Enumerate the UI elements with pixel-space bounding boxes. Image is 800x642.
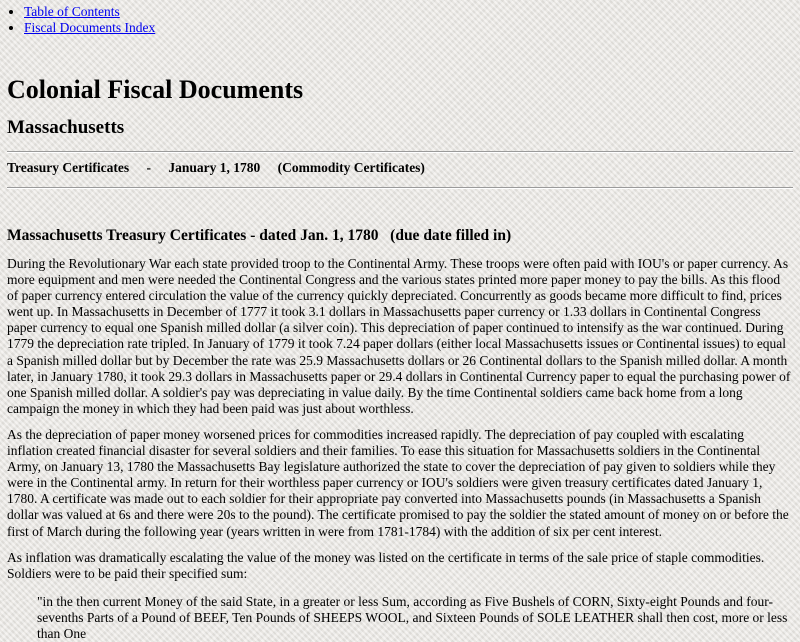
fiscal-documents-index-link[interactable]: Fiscal Documents Index <box>24 20 156 35</box>
nav-item-toc <box>24 4 793 20</box>
article-quote: "in the then current Money of the said State, in a greater or less Sum, according as Five Bushels of CORN, Sixty-eight Pounds and four-sevenths Parts of a Pound of BEEF, Ten Pounds of SHEEPS WOOL, and Sixteen Pounds of SOLE LEATHER shall then cost, more or less than One <box>37 593 788 641</box>
article-paragraph-2: As the depreciation of paper money worsened prices for commodities increased rapidly. The depreciation of pay coupled with escalating inflation created financial disaster for several soldiers and their families. To ease this situation for Massachusetts soldiers in the Continental Army, on January 13, 1780 the Massachusetts Bay legislature authorized the state to cover the depreciation of pay given to soldiers while they were in the Continental army. In return for their worthless paper currency or IOU's soldiers were given treasury certificates dated January 1, 1780. A certificate was made out to each soldier for their appropriate pay converted into Massachusetts pounds (in Massachusetts a Spanish dollar was valued at 6s and there were 20s to the pound). The certificate promised to pay the soldier the stated amount of money on or before the first of March during the following year (years written in were from 1781-1784) with the addition of six per cent interest. <box>7 426 789 539</box>
page-title: Colonial Fiscal Documents <box>7 75 304 104</box>
table-of-contents-link[interactable]: Table of Contents <box>24 4 120 19</box>
subline-date: January 1, 1780 <box>168 160 261 175</box>
article-heading: Massachusetts Treasury Certificates - dated Jan. 1, 1780 (due date filled in) <box>7 227 512 244</box>
divider-top <box>7 151 793 153</box>
state-heading: Massachusetts <box>7 117 125 138</box>
divider-bottom <box>7 187 793 189</box>
subline-type: Treasury Certificates <box>7 160 130 175</box>
subline-category: (Commodity Certificates) <box>277 160 425 175</box>
nav-item-fiscal-index <box>24 20 793 36</box>
document-subline <box>7 159 793 176</box>
article-paragraph-3: As inflation was dramatically escalating the value of the money was listed on the certificate in terms of the sale price of staple commodities. Soldiers were to be paid their specified sum: <box>7 549 765 581</box>
nav-list <box>7 0 793 36</box>
subline-dash: - <box>146 160 151 175</box>
article-paragraph-1: During the Revolutionary War each state provided troop to the Continental Army. These troops were often paid with IOU's or paper currency. As more equipment and men were needed the Continental Congress and the various states printed more paper money to pay the bills. As this flood of paper currency entered circulation the value of the currency quickly depreciated. Concurrently as goods became more difficult to find, prices went up. In Massachusetts in December of 1777 it took 3.1 dollars in Massachusetts paper currency or 1.33 dollars in Continental Congress paper currency to equal one Spanish milled dollar (a silver coin). This depreciation of paper continued to intensify as the war continued. During 1779 the depreciation rate tripled. In January of 1779 it took 7.24 paper dollars (either local Massachusetts issues or Continental issues) to equal a Spanish milled dollar but by December the rate was 25.9 Massachusetts dollars or 26 Continental dollars to the Spanish milled dollar. A month later, in January 1780, it took 29.3 dollars in Massachusetts paper or 29.4 dollars in Continental Currency paper to equal the purchasing power of one Spanish milled dollar. A soldier's pay was depreciating in value daily. By the time Continental soldiers came back home from a long campaign the money in which they had been paid was just about worthless. <box>7 256 791 416</box>
